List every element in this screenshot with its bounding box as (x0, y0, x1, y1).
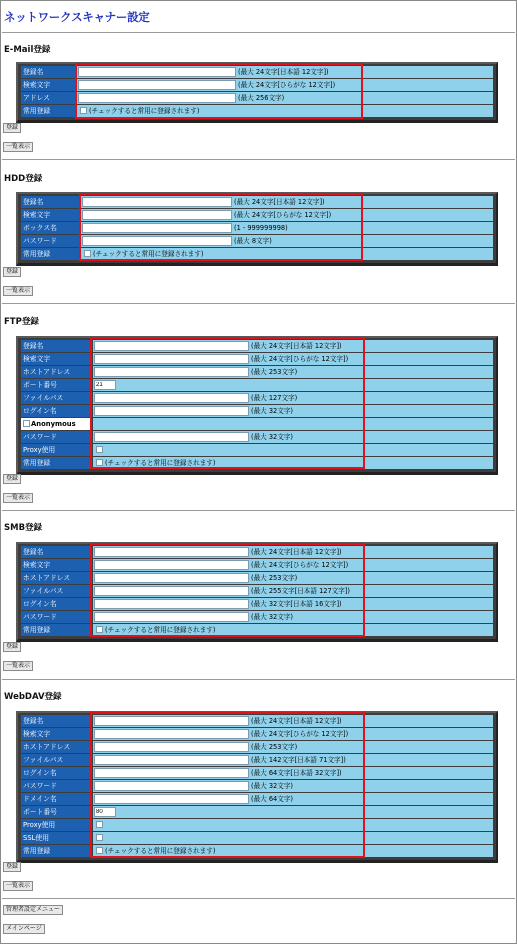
webdav-favorite-hint: (チェックすると常用に登録されます) (105, 846, 216, 855)
ftp-favorite-label: 常用登録 (21, 457, 93, 470)
webdav-favorite-checkbox[interactable] (96, 847, 103, 854)
ftp-list-button[interactable]: 一覧表示 (3, 493, 33, 503)
email-address-input[interactable] (78, 93, 236, 103)
smb-search-hint: (最大 24文字[ひらがな 12文字]) (251, 560, 349, 569)
divider (2, 679, 515, 680)
hdd-section-title: HDD登録 (4, 174, 43, 184)
webdav-password-hint: (最大 32文字) (251, 781, 294, 790)
email-favorite-hint: (チェックすると常用に登録されます) (89, 106, 200, 115)
webdav-path-label: ファイルパス (21, 754, 93, 767)
smb-host-input[interactable] (94, 573, 249, 583)
webdav-section-title: WebDAV登録 (4, 692, 62, 702)
webdav-name-hint: (最大 24文字[日本語 12文字]) (251, 716, 342, 725)
smb-register-button[interactable]: 登録 (3, 642, 21, 652)
webdav-port-label: ポート番号 (21, 806, 93, 819)
hdd-password-hint: (最大 8文字) (234, 236, 272, 245)
ftp-anonymous-text: Anonymous (31, 419, 76, 428)
page-title: ネットワークスキャナー設定 (4, 10, 150, 24)
divider (2, 303, 515, 304)
hdd-password-label: パスワード (21, 235, 81, 248)
email-form-panel (16, 62, 498, 123)
smb-login-hint: (最大 32文字[日本語 16文字]) (251, 599, 342, 608)
webdav-name-label: 登録名 (21, 715, 93, 728)
divider (2, 32, 515, 33)
smb-favorite-checkbox[interactable] (96, 626, 103, 633)
ftp-favorite-hint: (チェックすると常用に登録されます) (105, 458, 216, 467)
hdd-password-input[interactable] (82, 236, 232, 246)
ftp-anonymous-checkbox[interactable] (23, 420, 30, 427)
hdd-search-label: 検索文字 (21, 209, 81, 222)
smb-form-panel (16, 542, 498, 642)
webdav-favorite-label: 常用登録 (21, 845, 93, 858)
smb-favorite-label: 常用登録 (21, 624, 93, 637)
webdav-login-label: ログイン名 (21, 767, 93, 780)
smb-password-label: パスワード (21, 611, 93, 624)
hdd-favorite-checkbox[interactable] (84, 250, 91, 257)
email-name-hint: (最大 24文字[日本語 12文字]) (238, 67, 329, 76)
webdav-login-input[interactable] (94, 768, 249, 778)
smb-favorite-hint: (チェックすると常用に登録されます) (105, 625, 216, 634)
ftp-search-label: 検索文字 (21, 353, 93, 366)
smb-name-hint: (最大 24文字[日本語 12文字]) (251, 547, 342, 556)
divider (2, 159, 515, 160)
smb-name-label: 登録名 (21, 546, 93, 559)
webdav-search-hint: (最大 24文字[ひらがな 12文字]) (251, 729, 349, 738)
hdd-name-input[interactable] (82, 197, 232, 207)
webdav-login-hint: (最大 64文字[日本語 32文字]) (251, 768, 342, 777)
email-search-label: 検索文字 (21, 79, 77, 92)
ftp-name-hint: (最大 24文字[日本語 12文字]) (251, 341, 342, 350)
ftp-proxy-label: Proxy使用 (21, 444, 93, 457)
ftp-anonymous-label (21, 418, 93, 431)
hdd-form-panel (16, 192, 498, 266)
ftp-port-input[interactable] (94, 380, 116, 390)
webdav-list-button[interactable]: 一覧表示 (3, 881, 33, 891)
ftp-path-label: ファイルパス (21, 392, 93, 405)
webdav-ssl-checkbox[interactable] (96, 834, 103, 841)
webdav-register-button[interactable]: 登録 (3, 862, 21, 872)
smb-list-button[interactable]: 一覧表示 (3, 661, 33, 671)
email-favorite-label: 常用登録 (21, 105, 77, 118)
ftp-form-panel (16, 336, 498, 475)
hdd-box-label: ボックス名 (21, 222, 81, 235)
smb-name-input[interactable] (94, 547, 249, 557)
smb-password-hint: (最大 32文字) (251, 612, 294, 621)
webdav-port-input[interactable] (94, 807, 116, 817)
webdav-search-label: 検索文字 (21, 728, 93, 741)
ftp-register-button[interactable]: 登録 (3, 474, 21, 484)
email-address-label: アドレス (21, 92, 77, 105)
email-favorite-checkbox[interactable] (80, 107, 87, 114)
ftp-password-label: パスワード (21, 431, 93, 444)
divider (2, 510, 515, 511)
email-address-hint: (最大 256文字) (238, 93, 285, 102)
webdav-search-input[interactable] (94, 729, 249, 739)
email-name-label: 登録名 (21, 66, 77, 79)
ftp-search-input[interactable] (94, 354, 249, 364)
webdav-host-input[interactable] (94, 742, 249, 752)
ftp-proxy-checkbox[interactable] (96, 446, 103, 453)
email-search-hint: (最大 24文字[ひらがな 12文字]) (238, 80, 336, 89)
ftp-password-hint: (最大 32文字) (251, 432, 294, 441)
webdav-host-label: ホストアドレス (21, 741, 93, 754)
smb-path-label: ファイルパス (21, 585, 93, 598)
email-register-button[interactable]: 登録 (3, 123, 21, 133)
smb-password-input[interactable] (94, 612, 249, 622)
webdav-path-hint: (最大 142文字[日本語 71文字]) (251, 755, 346, 764)
hdd-register-button[interactable]: 登録 (3, 267, 21, 277)
email-row-favorite (21, 105, 493, 118)
smb-path-input[interactable] (94, 586, 249, 596)
smb-login-input[interactable] (94, 599, 249, 609)
smb-search-label: 検索文字 (21, 559, 93, 572)
ftp-host-hint: (最大 253文字) (251, 367, 298, 376)
hdd-favorite-hint: (チェックすると常用に登録されます) (93, 249, 204, 258)
hdd-favorite-label: 常用登録 (21, 248, 81, 261)
ftp-port-label: ポート番号 (21, 379, 93, 392)
smb-host-label: ホストアドレス (21, 572, 93, 585)
webdav-ssl-label: SSL使用 (21, 832, 93, 845)
ftp-path-input[interactable] (94, 393, 249, 403)
main-page-button[interactable]: メインページ (3, 924, 45, 934)
ftp-path-hint: (最大 127文字) (251, 393, 298, 402)
ftp-login-hint: (最大 32文字) (251, 406, 294, 415)
hdd-search-hint: (最大 24文字[ひらがな 12文字]) (234, 210, 332, 219)
webdav-host-hint: (最大 253文字) (251, 742, 298, 751)
ftp-name-label: 登録名 (21, 340, 93, 353)
smb-section-title: SMB登録 (4, 523, 43, 533)
ftp-host-label: ホストアドレス (21, 366, 93, 379)
smb-host-hint: (最大 253文字) (251, 573, 298, 582)
ftp-login-input[interactable] (94, 406, 249, 416)
webdav-proxy-checkbox[interactable] (96, 821, 103, 828)
hdd-box-input[interactable] (82, 223, 232, 233)
webdav-name-input[interactable] (94, 716, 249, 726)
hdd-search-input[interactable] (82, 210, 232, 220)
email-name-input[interactable] (78, 67, 236, 77)
webdav-password-input[interactable] (94, 781, 249, 791)
webdav-domain-input[interactable] (94, 794, 249, 804)
divider (2, 898, 515, 899)
webdav-form-panel (16, 711, 498, 863)
hdd-box-hint: (1 - 999999998) (234, 223, 288, 232)
email-row-address (21, 92, 493, 105)
ftp-favorite-checkbox[interactable] (96, 459, 103, 466)
hdd-name-label: 登録名 (21, 196, 81, 209)
email-section-title: E-Mail登録 (4, 45, 51, 55)
ftp-login-label: ログイン名 (21, 405, 93, 418)
admin-menu-button[interactable]: 管理者設定メニュー (3, 905, 63, 915)
email-search-input[interactable] (78, 80, 236, 90)
hdd-list-button[interactable]: 一覧表示 (3, 286, 33, 296)
smb-search-input[interactable] (94, 560, 249, 570)
webdav-password-label: パスワード (21, 780, 93, 793)
ftp-section-title: FTP登録 (4, 317, 39, 327)
email-row-search (21, 79, 493, 92)
smb-path-hint: (最大 255文字[日本語 127文字]) (251, 586, 350, 595)
hdd-name-hint: (最大 24文字[日本語 12文字]) (234, 197, 325, 206)
ftp-host-input[interactable] (94, 367, 249, 377)
ftp-search-hint: (最大 24文字[ひらがな 12文字]) (251, 354, 349, 363)
ftp-name-input[interactable] (94, 341, 249, 351)
email-list-button[interactable]: 一覧表示 (3, 142, 33, 152)
smb-login-label: ログイン名 (21, 598, 93, 611)
webdav-proxy-label: Proxy使用 (21, 819, 93, 832)
email-row-name (21, 66, 493, 79)
webdav-path-input[interactable] (94, 755, 249, 765)
ftp-password-input[interactable] (94, 432, 249, 442)
webdav-domain-hint: (最大 64文字) (251, 794, 294, 803)
webdav-domain-label: ドメイン名 (21, 793, 93, 806)
